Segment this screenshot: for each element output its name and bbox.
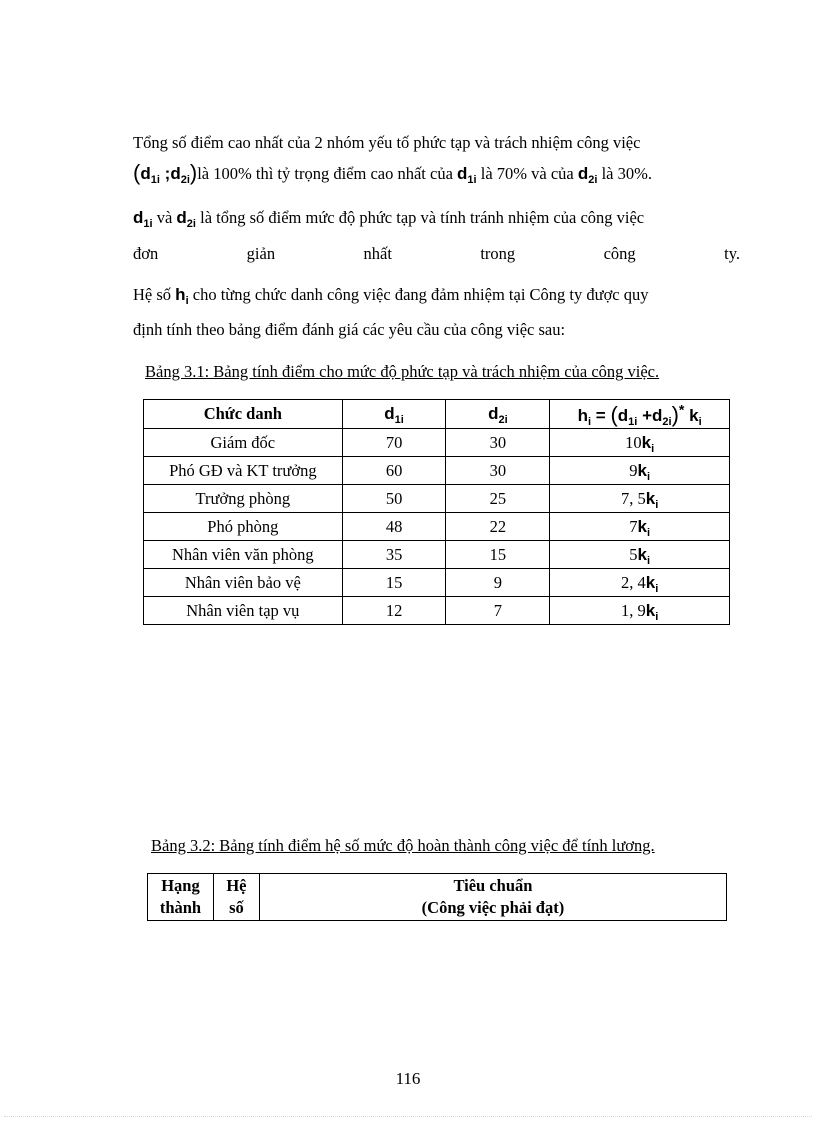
paragraph-1-line-2: ($d_{1i}$ $;d_{2i})là$ 100% thì tỷ trọng điểm cao nhất của $d_{1i}$ là 70% và của $d_{2i}$ là 30%. [133, 160, 652, 186]
d1i-symbol: $d_{1i}$ [133, 208, 153, 230]
header-hang-thanh: Hạng thành [148, 874, 214, 921]
table-1 [143, 399, 730, 625]
table-row: Nhân viên tạp vụ 12 7 1, $9k_i$ [144, 597, 730, 625]
header-chuc-danh: Chức danh [144, 400, 343, 429]
paragraph-2-line-1: $d_{1i}$ và $d_{2i}$ là tổng số điểm mức độ phức tạp và tính tránh nhiệm của công việc [133, 208, 645, 230]
paragraph-3-line-2: định tính theo bảng điểm đánh giá các yêu cầu của công việc sau: [133, 320, 566, 339]
hi-symbol: $h_i$ [175, 285, 189, 307]
table-row: Nhân viên văn phòng 35 15 $5k_i$ [144, 541, 730, 569]
table-2 [147, 873, 727, 921]
table-row: Phó GĐ và KT trưởng 60 30 $9k_i$ [144, 457, 730, 485]
page-bottom-edge [4, 1116, 812, 1117]
paragraph-1-line-1: Tổng số điểm cao nhất của 2 nhóm yếu tố phức tạp và trách nhiệm công việc [133, 133, 641, 152]
table-2-header-row [148, 874, 727, 921]
d2i-symbol: $d_{2i}$ [577, 164, 598, 186]
d2i-symbol: $d_{2i}$ [176, 208, 196, 230]
table-2-caption: Bảng 3.2: Bảng tính điểm hệ số mức độ hoàn thành công việc để tính lương. [151, 836, 655, 855]
table-row: Nhân viên bảo vệ 15 9 2, $4k_i$ [144, 569, 730, 597]
table-1-header-row [144, 400, 730, 429]
paragraph-2-line-2: đơn giản nhất trong công ty. [133, 244, 740, 263]
d1i-d2i-formula: ($d_{1i}$ $;d_{2i}$) [133, 160, 198, 186]
d1i-symbol: $d_{1i}$ [457, 164, 477, 186]
header-hi-formula: $h_i = (d_{1i} +d_{2i})^*$ $k_i$ [550, 400, 730, 429]
table-row: Giám đốc 70 30 $10k_i$ [144, 429, 730, 457]
table-1-caption: Bảng 3.1: Bảng tính điểm cho mức độ phức tạp và trách nhiệm của công việc. [145, 362, 660, 381]
header-d2i: $d_{2i}$ [446, 400, 550, 429]
table-row: Phó phòng 48 22 $7k_i$ [144, 513, 730, 541]
header-d1i: $d_{1i}$ [342, 400, 446, 429]
page-number: 116 [395, 1069, 421, 1088]
table-row: Trưởng phòng 50 25 7, $5k_i$ [144, 485, 730, 513]
header-tieu-chuan: Tiêu chuẩn (Công việc phải đạt) [259, 874, 726, 921]
header-he-so: Hệ số [213, 874, 259, 921]
paragraph-3-line-1: Hệ số $h_i$ cho từng chức danh công việc đang đảm nhiệm tại Công ty được quy [133, 285, 649, 307]
